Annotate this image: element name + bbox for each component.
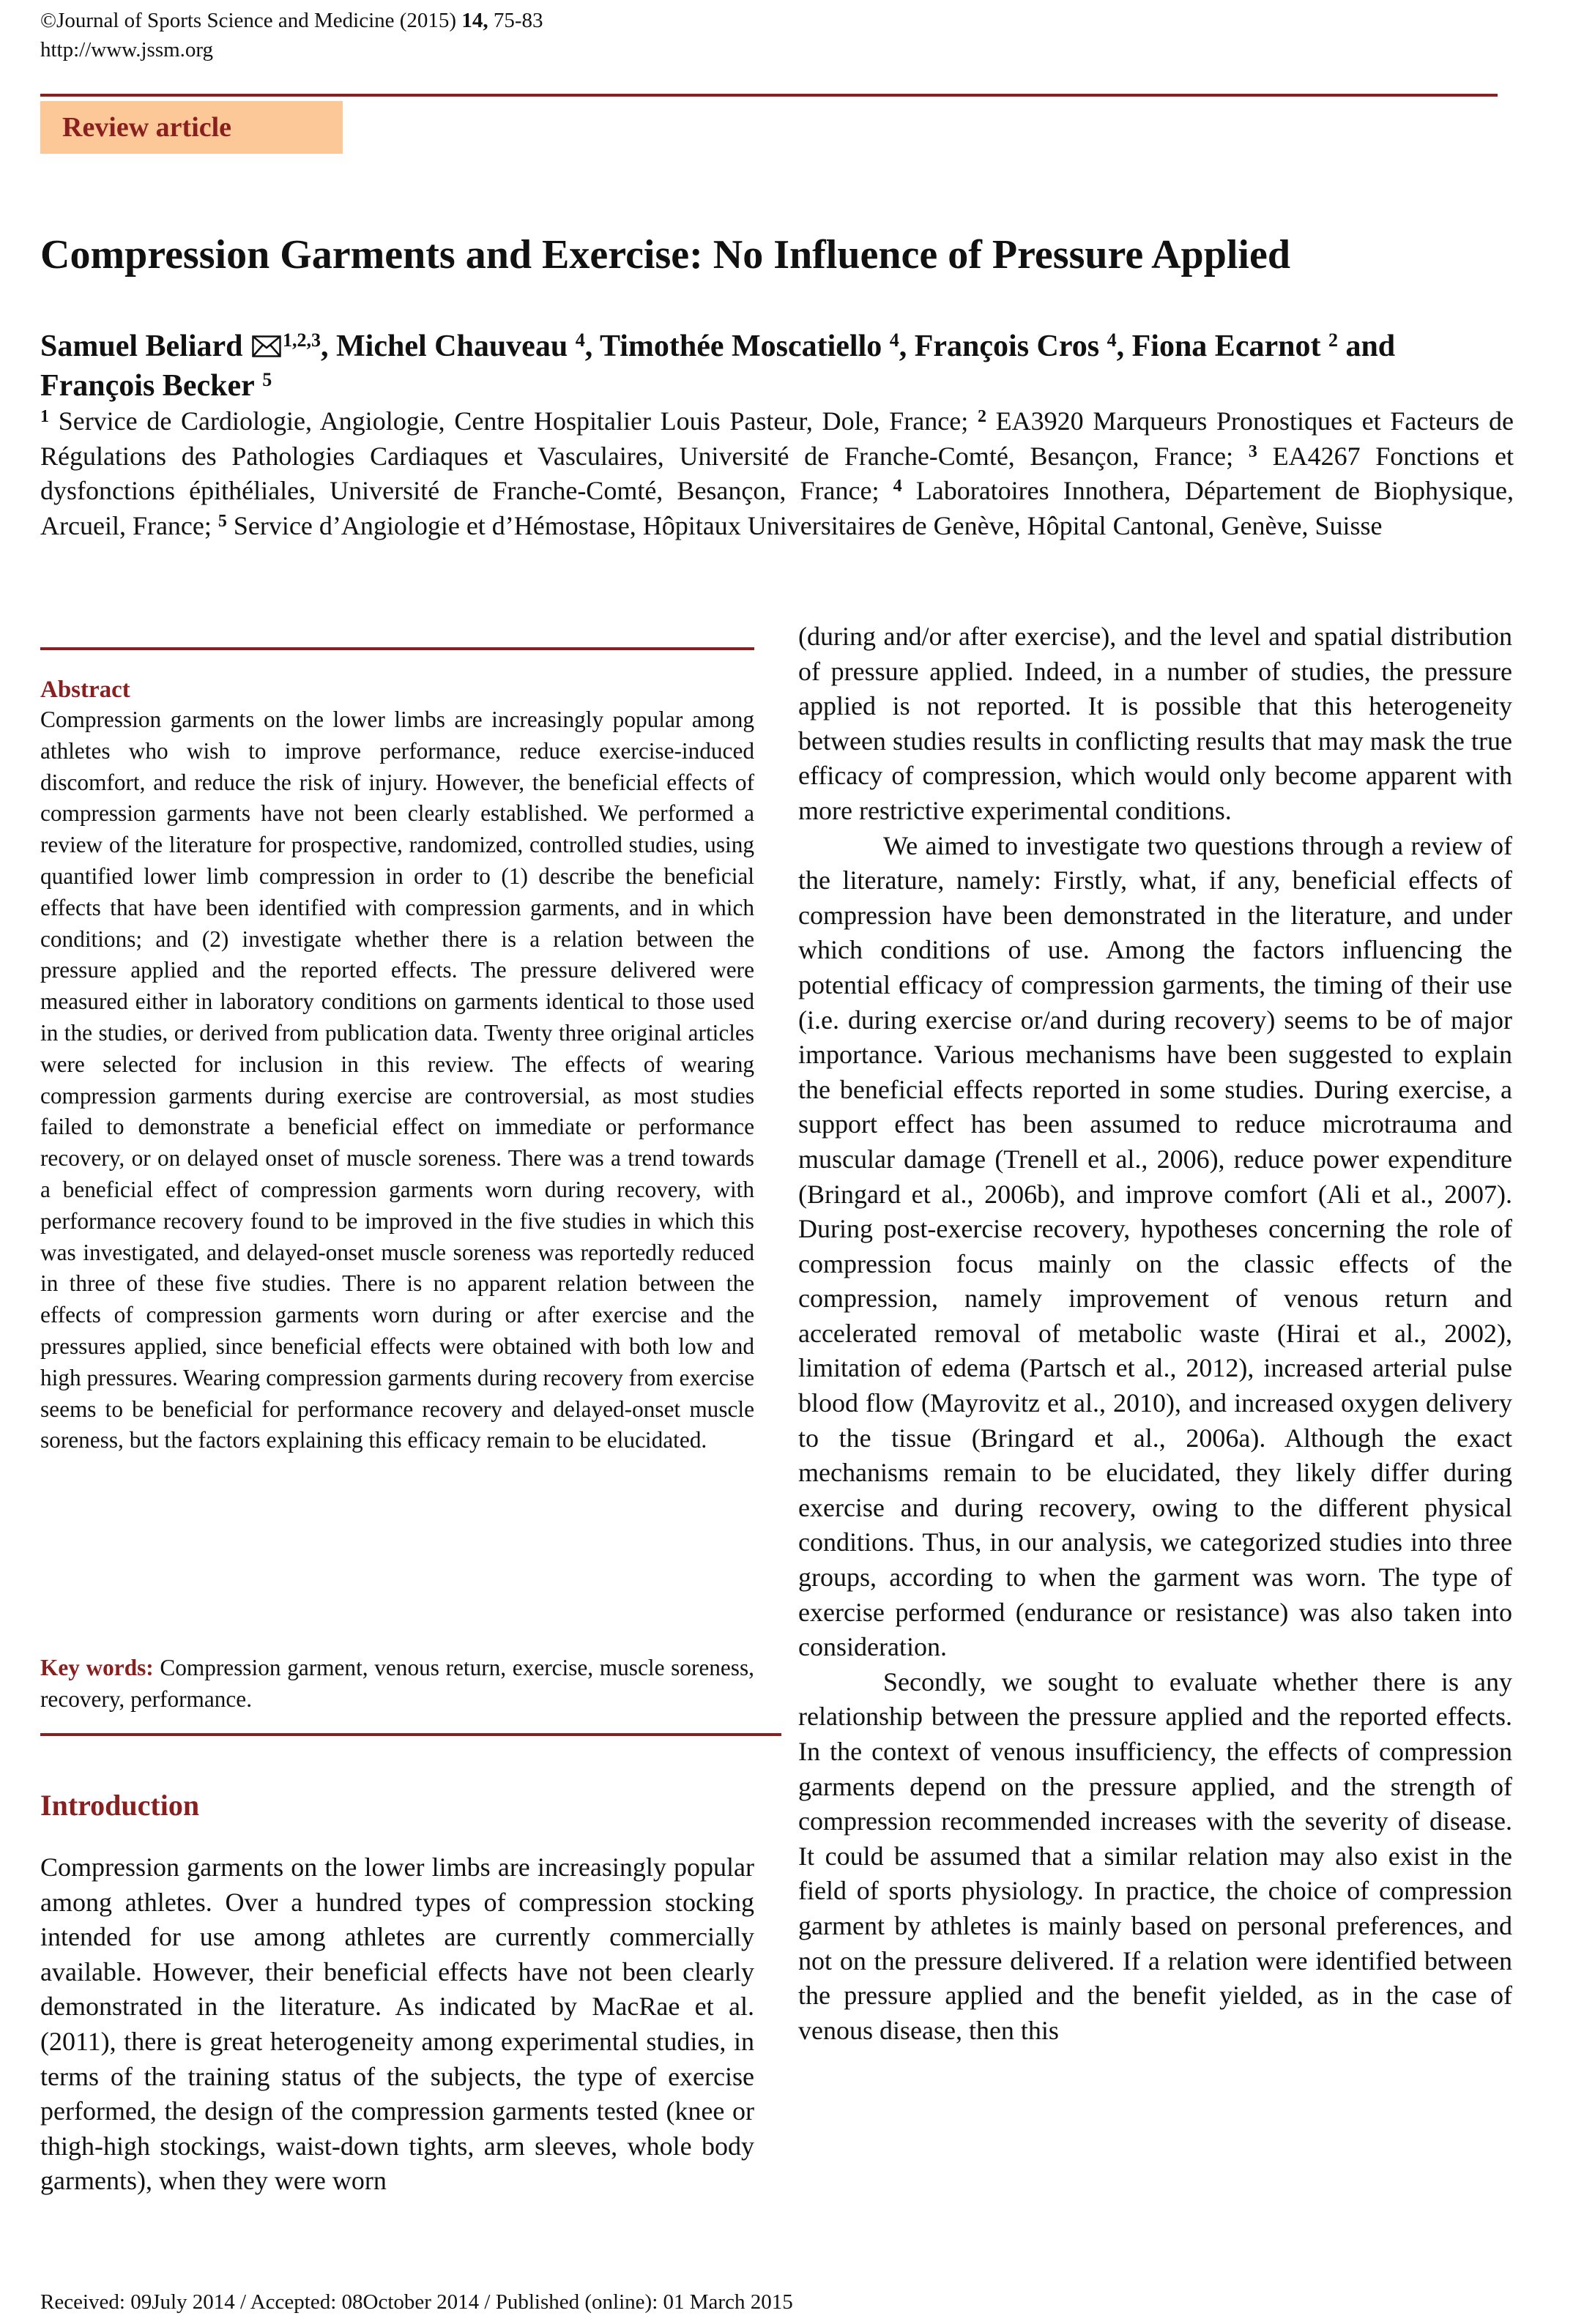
author-affiliation-mark: 2 bbox=[1328, 329, 1338, 351]
author-name[interactable]: Samuel Beliard bbox=[40, 329, 243, 363]
introduction-left-column bbox=[40, 1850, 754, 2199]
abstract-bottom-rule bbox=[40, 1733, 781, 1736]
author-affiliation-mark: 4 bbox=[1107, 329, 1117, 351]
keywords-label: Key words: bbox=[40, 1655, 154, 1680]
author-separator: , bbox=[584, 329, 600, 363]
article-type-badge: Review article bbox=[40, 101, 343, 154]
author-affiliation-mark: 4 bbox=[889, 329, 899, 351]
journal-reference bbox=[40, 6, 543, 35]
affiliation-text: Service d’Angiologie et d’Hémostase, Hôpitaux Universitaires de Genève, Hôpital Cantonal, Genève, Suisse bbox=[226, 510, 1383, 540]
author-separator: and bbox=[1337, 329, 1396, 363]
author-name[interactable]: Timothée Moscatiello bbox=[599, 329, 882, 363]
journal-pages: 75-83 bbox=[488, 9, 543, 32]
journal-url[interactable]: http://www.jssm.org bbox=[40, 38, 214, 62]
keywords-text: Compression garment, venous return, exercise, muscle soreness, recovery, performance. bbox=[40, 1655, 754, 1712]
author-separator: , bbox=[899, 329, 915, 363]
affiliation-mark: 5 bbox=[217, 511, 227, 531]
journal-volume: 14, bbox=[461, 9, 488, 32]
author-affiliation-mark: 5 bbox=[262, 369, 272, 390]
author-separator: , bbox=[1116, 329, 1132, 363]
introduction-heading: Introduction bbox=[40, 1789, 200, 1822]
keywords bbox=[40, 1652, 754, 1715]
affiliation-mark: 4 bbox=[893, 477, 902, 496]
author-name[interactable]: François Cros bbox=[914, 329, 1100, 363]
author-name[interactable]: François Becker bbox=[40, 369, 255, 403]
abstract-top-rule bbox=[40, 647, 754, 650]
affiliation-mark: 1 bbox=[40, 407, 49, 426]
envelope-icon[interactable] bbox=[252, 335, 281, 357]
affiliation-list bbox=[40, 404, 1514, 543]
author-separator: , bbox=[321, 329, 337, 363]
author-affiliation-mark: 4 bbox=[575, 329, 585, 351]
affiliation-text: EA3920 Marqueurs Pronostiques et Facteurs de Régulations des Pathologies Cardiaques et Vasculaires, Université de Franche-Comté, Besançon, France; bbox=[40, 406, 1514, 471]
author-list bbox=[40, 327, 1512, 406]
affiliation-mark: 2 bbox=[977, 407, 986, 426]
abstract-heading: Abstract bbox=[40, 677, 130, 703]
body-paragraph: Secondly, we sought to evaluate whether there is any relationship between the pressure applied and the reported effects. In the context of venous insufficiency, the effects of compression garments depend on the pressure applied, and the strength of compression recommended increases with the severity of disease. It could be assumed that a similar relation may also exist in the field of sports physiology. In practice, the choice of compression garment by athletes is mainly based on personal preferences, and not on the pressure delivered. If a relation were identified between the pressure applied and the benefit yielded, as in the case of venous disease, then this bbox=[798, 1666, 1512, 2045]
body-paragraph: (during and/or after exercise), and the level and spatial distribution of pressure applied. Indeed, in a number of studies, the pressure applied is not reported. It is possible that this heterogeneity between studies results in conflicting results that may mask the true efficacy of compression, which would only become apparent with more restrictive experimental conditions. bbox=[798, 622, 1512, 825]
publication-dates: Received: 09July 2014 / Accepted: 08October 2014 / Published (online): 01 March 2015 bbox=[40, 2290, 793, 2314]
affiliation-text: EA4267 Fonctions et dysfonctions épithéliales, Université de Franche-Comté, Besançon, France; bbox=[40, 441, 1514, 505]
author-name[interactable]: Fiona Ecarnot bbox=[1131, 329, 1321, 363]
affiliation-text: Service de Cardiologie, Angiologie, Centre Hospitalier Louis Pasteur, Dole, France; bbox=[49, 406, 978, 436]
author-name[interactable]: Michel Chauveau bbox=[336, 329, 568, 363]
affiliation-text: Laboratoires Innothera, Département de Biophysique, Arcueil, France; bbox=[40, 476, 1514, 540]
affiliation-mark: 3 bbox=[1248, 442, 1257, 461]
body-paragraph: We aimed to investigate two questions through a review of the literature, namely: Firstly, what, if any, beneficial effects of compression have been demonstrated in the literature, and under which conditions of use. Among the factors influencing the potential efficacy of compression garments, the timing of their use (i.e. during exercise or/and during recovery) seems to be of major importance. Various mechanisms have been suggested to explain the beneficial effects reported in some studies. During exercise, a support effect has been assumed to reduce microtrauma and muscular damage (Trenell et al., 2006), reduce power expenditure (Bringard et al., 2006b), and improve comfort (Ali et al., 2007). During post-exercise recovery, hypotheses concerning the role of compression focus mainly on the classic effects of the compression, namely improvement of venous return and accelerated removal of metabolic waste (Hirai et al., 2002), limitation of edema (Partsch et al., 2012), increased arterial pulse blood flow (Mayrovitz et al., 2010), and increased oxygen delivery to the tissue (Bringard et al., 2006a). Although the exact mechanisms remain to be elucidated, they likely differ during exercise and during recovery, owing to the different physical conditions. Thus, in our analysis, we categorized studies into three groups, according to when the garment was worn. The type of exercise performed (endurance or resistance) was also taken into consideration. bbox=[798, 830, 1512, 1662]
introduction-right-column bbox=[798, 619, 1512, 2048]
header-rule bbox=[40, 94, 1498, 97]
author-affiliation-mark: 1,2,3 bbox=[283, 329, 321, 351]
abstract-text: Compression garments on the lower limbs are increasingly popular among athletes who wish to improve performance, reduce exercise-induced discomfort, and reduce the risk of injury. However, the beneficial effects of compression garments have not been clearly established. We performed a review of the literature for prospective, randomized, controlled studies, using quantified lower limb compression in order to (1) describe the beneficial effects that have been identified with compression garments, and in which conditions; and (2) investigate whether there is a relation between the pressure applied and the reported effects. The pressure delivered were measured either in laboratory conditions on garments identical to those used in the studies, or derived from publication data. Twenty three original articles were selected for inclusion in this review. The effects of wearing compression garments during exercise are controversial, as most studies failed to demonstrate a beneficial effect on immediate or performance recovery, or on delayed onset of muscle soreness. There was a trend towards a beneficial effect of compression garments worn during recovery, with performance recovery found to be improved in the five studies in which this was investigated, and delayed-onset muscle soreness was reportedly reduced in three of these five studies. There is no apparent relation between the effects of compression garments worn during or after exercise and the pressures applied, since beneficial effects were obtained with both low and high pressures. Wearing compression garments during recovery from exercise seems to be beneficial for performance recovery and delayed-onset muscle soreness, but the factors explaining this efficacy remain to be elucidated. bbox=[40, 707, 754, 1453]
body-paragraph: Compression garments on the lower limbs are increasingly popular among athletes. Over a hundred types of compression stocking intended for use among athletes are currently commercially available. However, their beneficial effects have not been clearly demonstrated in the literature. As indicated by MacRae et al. (2011), there is great heterogeneity among experimental studies, in terms of the training status of the subjects, the type of exercise performed, the design of the compression garments tested (knee or thigh-high stockings, waist-down tights, arm sleeves, whole body garments), when they were worn bbox=[40, 1852, 754, 2196]
article-title: Compression Garments and Exercise: No Influence of Pressure Applied bbox=[40, 232, 1290, 278]
journal-name: ©Journal of Sports Science and Medicine (2015) bbox=[40, 9, 462, 32]
